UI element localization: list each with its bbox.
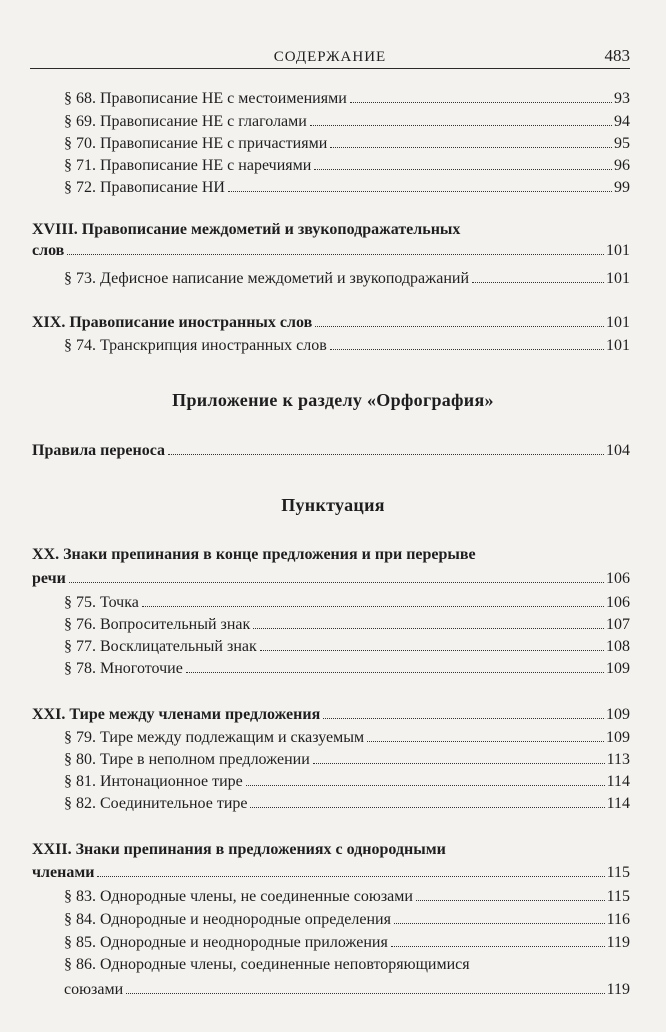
dot-leader [250, 807, 604, 808]
dot-leader [315, 326, 604, 327]
dot-leader [350, 102, 612, 103]
toc-entry-ch22[interactable] [32, 862, 630, 882]
dot-leader [330, 349, 604, 350]
toc-entry-label: слов [32, 242, 65, 259]
toc-entry-label: § 78. Многоточие [64, 660, 183, 677]
dot-leader [67, 254, 604, 255]
dot-leader [367, 741, 604, 742]
toc-entry-s71[interactable] [64, 155, 630, 175]
toc-entry-page: 119 [606, 981, 630, 998]
dot-leader [323, 718, 604, 719]
toc-entry-s82[interactable] [64, 793, 630, 813]
toc-entry-s73[interactable] [64, 268, 630, 288]
toc-entry-label: § 73. Дефисное написание междометий и звукоподражаний [64, 270, 469, 287]
toc-entry-label: XIX. Правописание иностранных слов [32, 314, 313, 331]
toc-entry-s70[interactable] [64, 133, 630, 153]
toc-entry-label: Правила переноса [32, 442, 166, 459]
toc-entry-label: § 72. Правописание НИ [64, 179, 225, 196]
chapter-22-title-line1: XXII. Знаки препинания в предложениях с однородными [32, 841, 446, 858]
toc-entry-s83[interactable] [64, 886, 630, 906]
toc-entry-perenos[interactable] [32, 440, 630, 460]
toc-entry-page: 96 [614, 157, 630, 174]
dot-leader [168, 454, 604, 455]
toc-entry-page: 109 [606, 706, 630, 723]
toc-entry-s68[interactable] [64, 88, 630, 108]
toc-entry-s79[interactable] [64, 727, 630, 747]
chapter-20-title-line1: XX. Знаки препинания в конце предложения и при перерыве [32, 546, 476, 563]
toc-entry-label: § 76. Вопросительный знак [64, 616, 251, 633]
dot-leader [310, 125, 612, 126]
toc-entry-label: § 80. Тире в неполном предложении [64, 751, 310, 768]
toc-entry-s78[interactable] [64, 658, 630, 678]
dot-leader [97, 876, 604, 877]
toc-entry-label: § 84. Однородные и неоднородные определения [64, 911, 391, 928]
toc-entry-label: § 85. Однородные и неоднородные приложения [64, 934, 388, 951]
dot-leader [330, 147, 612, 148]
toc-entry-page: 106 [606, 570, 630, 587]
toc-entry-s75[interactable] [64, 592, 630, 612]
dot-leader [416, 900, 605, 901]
punctuation-heading: Пунктуация [281, 495, 385, 515]
toc-entry-page: 94 [614, 113, 630, 130]
toc-entry-page: 109 [606, 660, 630, 677]
toc-entry-page: 109 [606, 729, 630, 746]
toc-entry-label: союзами [64, 981, 124, 998]
dot-leader [186, 672, 604, 673]
toc-entry-ch19[interactable] [32, 312, 630, 332]
toc-entry-label: § 70. Правописание НЕ с причастиями [64, 135, 328, 152]
toc-entry-s86-line1: § 86. Однородные члены, соединенные неповторяющимися [64, 956, 470, 973]
chapter-18-title-line1: XVIII. Правописание междометий и звукоподражательных [32, 221, 461, 238]
toc-entry-label: § 69. Правописание НЕ с глаголами [64, 113, 307, 130]
toc-entry-s81[interactable] [64, 771, 630, 791]
toc-entry-page: 101 [606, 314, 630, 331]
toc-entry-page: 107 [606, 616, 630, 633]
running-head-title: СОДЕРЖАНИЕ [273, 49, 387, 65]
toc-entry-page: 115 [606, 888, 630, 905]
toc-entry-page: 95 [614, 135, 630, 152]
dot-leader [126, 993, 604, 994]
toc-entry-page: 104 [606, 442, 630, 459]
toc-entry-page: 99 [614, 179, 630, 196]
toc-entry-page: 116 [606, 911, 630, 928]
toc-entry-s74[interactable] [64, 335, 630, 355]
toc-entry-page: 101 [606, 242, 630, 259]
toc-entry-label: § 75. Точка [64, 594, 139, 611]
dot-leader [69, 582, 604, 583]
toc-entry-s86[interactable] [64, 979, 630, 999]
toc-entry-ch21[interactable] [32, 704, 630, 724]
dot-leader [314, 169, 612, 170]
toc-entry-page: 101 [606, 337, 630, 354]
toc-entry-page: 115 [606, 864, 630, 881]
toc-entry-page: 119 [606, 934, 630, 951]
toc-entry-ch20[interactable] [32, 568, 630, 588]
toc-entry-page: 113 [606, 751, 630, 768]
toc-entry-label: членами [32, 864, 95, 881]
toc-entry-label: речи [32, 570, 66, 587]
toc-entry-s77[interactable] [64, 636, 630, 656]
toc-entry-page: 108 [606, 638, 630, 655]
dot-leader [246, 785, 605, 786]
dot-leader [313, 763, 605, 764]
toc-entry-ch18[interactable] [32, 240, 630, 260]
toc-entry-page: 114 [606, 773, 630, 790]
dot-leader [142, 606, 604, 607]
running-head-page-number: 483 [604, 46, 630, 65]
toc-entry-label: § 68. Правописание НЕ с местоимениями [64, 90, 347, 107]
appendix-heading: Приложение к разделу «Орфография» [172, 390, 494, 410]
toc-entry-label: § 71. Правописание НЕ с наречиями [64, 157, 312, 174]
toc-entry-s84[interactable] [64, 909, 630, 929]
toc-entry-label: § 81. Интонационное тире [64, 773, 243, 790]
dot-leader [394, 923, 605, 924]
dot-leader [472, 282, 604, 283]
toc-entry-page: 106 [606, 594, 630, 611]
toc-entry-label: § 79. Тире между подлежащим и сказуемым [64, 729, 365, 746]
toc-entry-label: § 77. Восклицательный знак [64, 638, 257, 655]
toc-entry-s72[interactable] [64, 177, 630, 197]
toc-entry-label: § 82. Соединительное тире [64, 795, 248, 812]
toc-entry-page: 101 [606, 270, 630, 287]
toc-entry-page: 93 [614, 90, 630, 107]
dot-leader [260, 650, 604, 651]
toc-entry-s76[interactable] [64, 614, 630, 634]
dot-leader [228, 191, 612, 192]
toc-entry-label: § 83. Однородные члены, не соединенные союзами [64, 888, 413, 905]
running-head [30, 46, 630, 69]
toc-entry-s85[interactable] [64, 932, 630, 952]
dot-leader [391, 946, 605, 947]
toc-entry-label: XXI. Тире между членами предложения [32, 706, 321, 723]
toc-entry-page: 114 [606, 795, 630, 812]
toc-entry-label: § 74. Транскрипция иностранных слов [64, 337, 327, 354]
toc-entry-s80[interactable] [64, 749, 630, 769]
dot-leader [253, 628, 604, 629]
toc-entry-s69[interactable] [64, 111, 630, 131]
